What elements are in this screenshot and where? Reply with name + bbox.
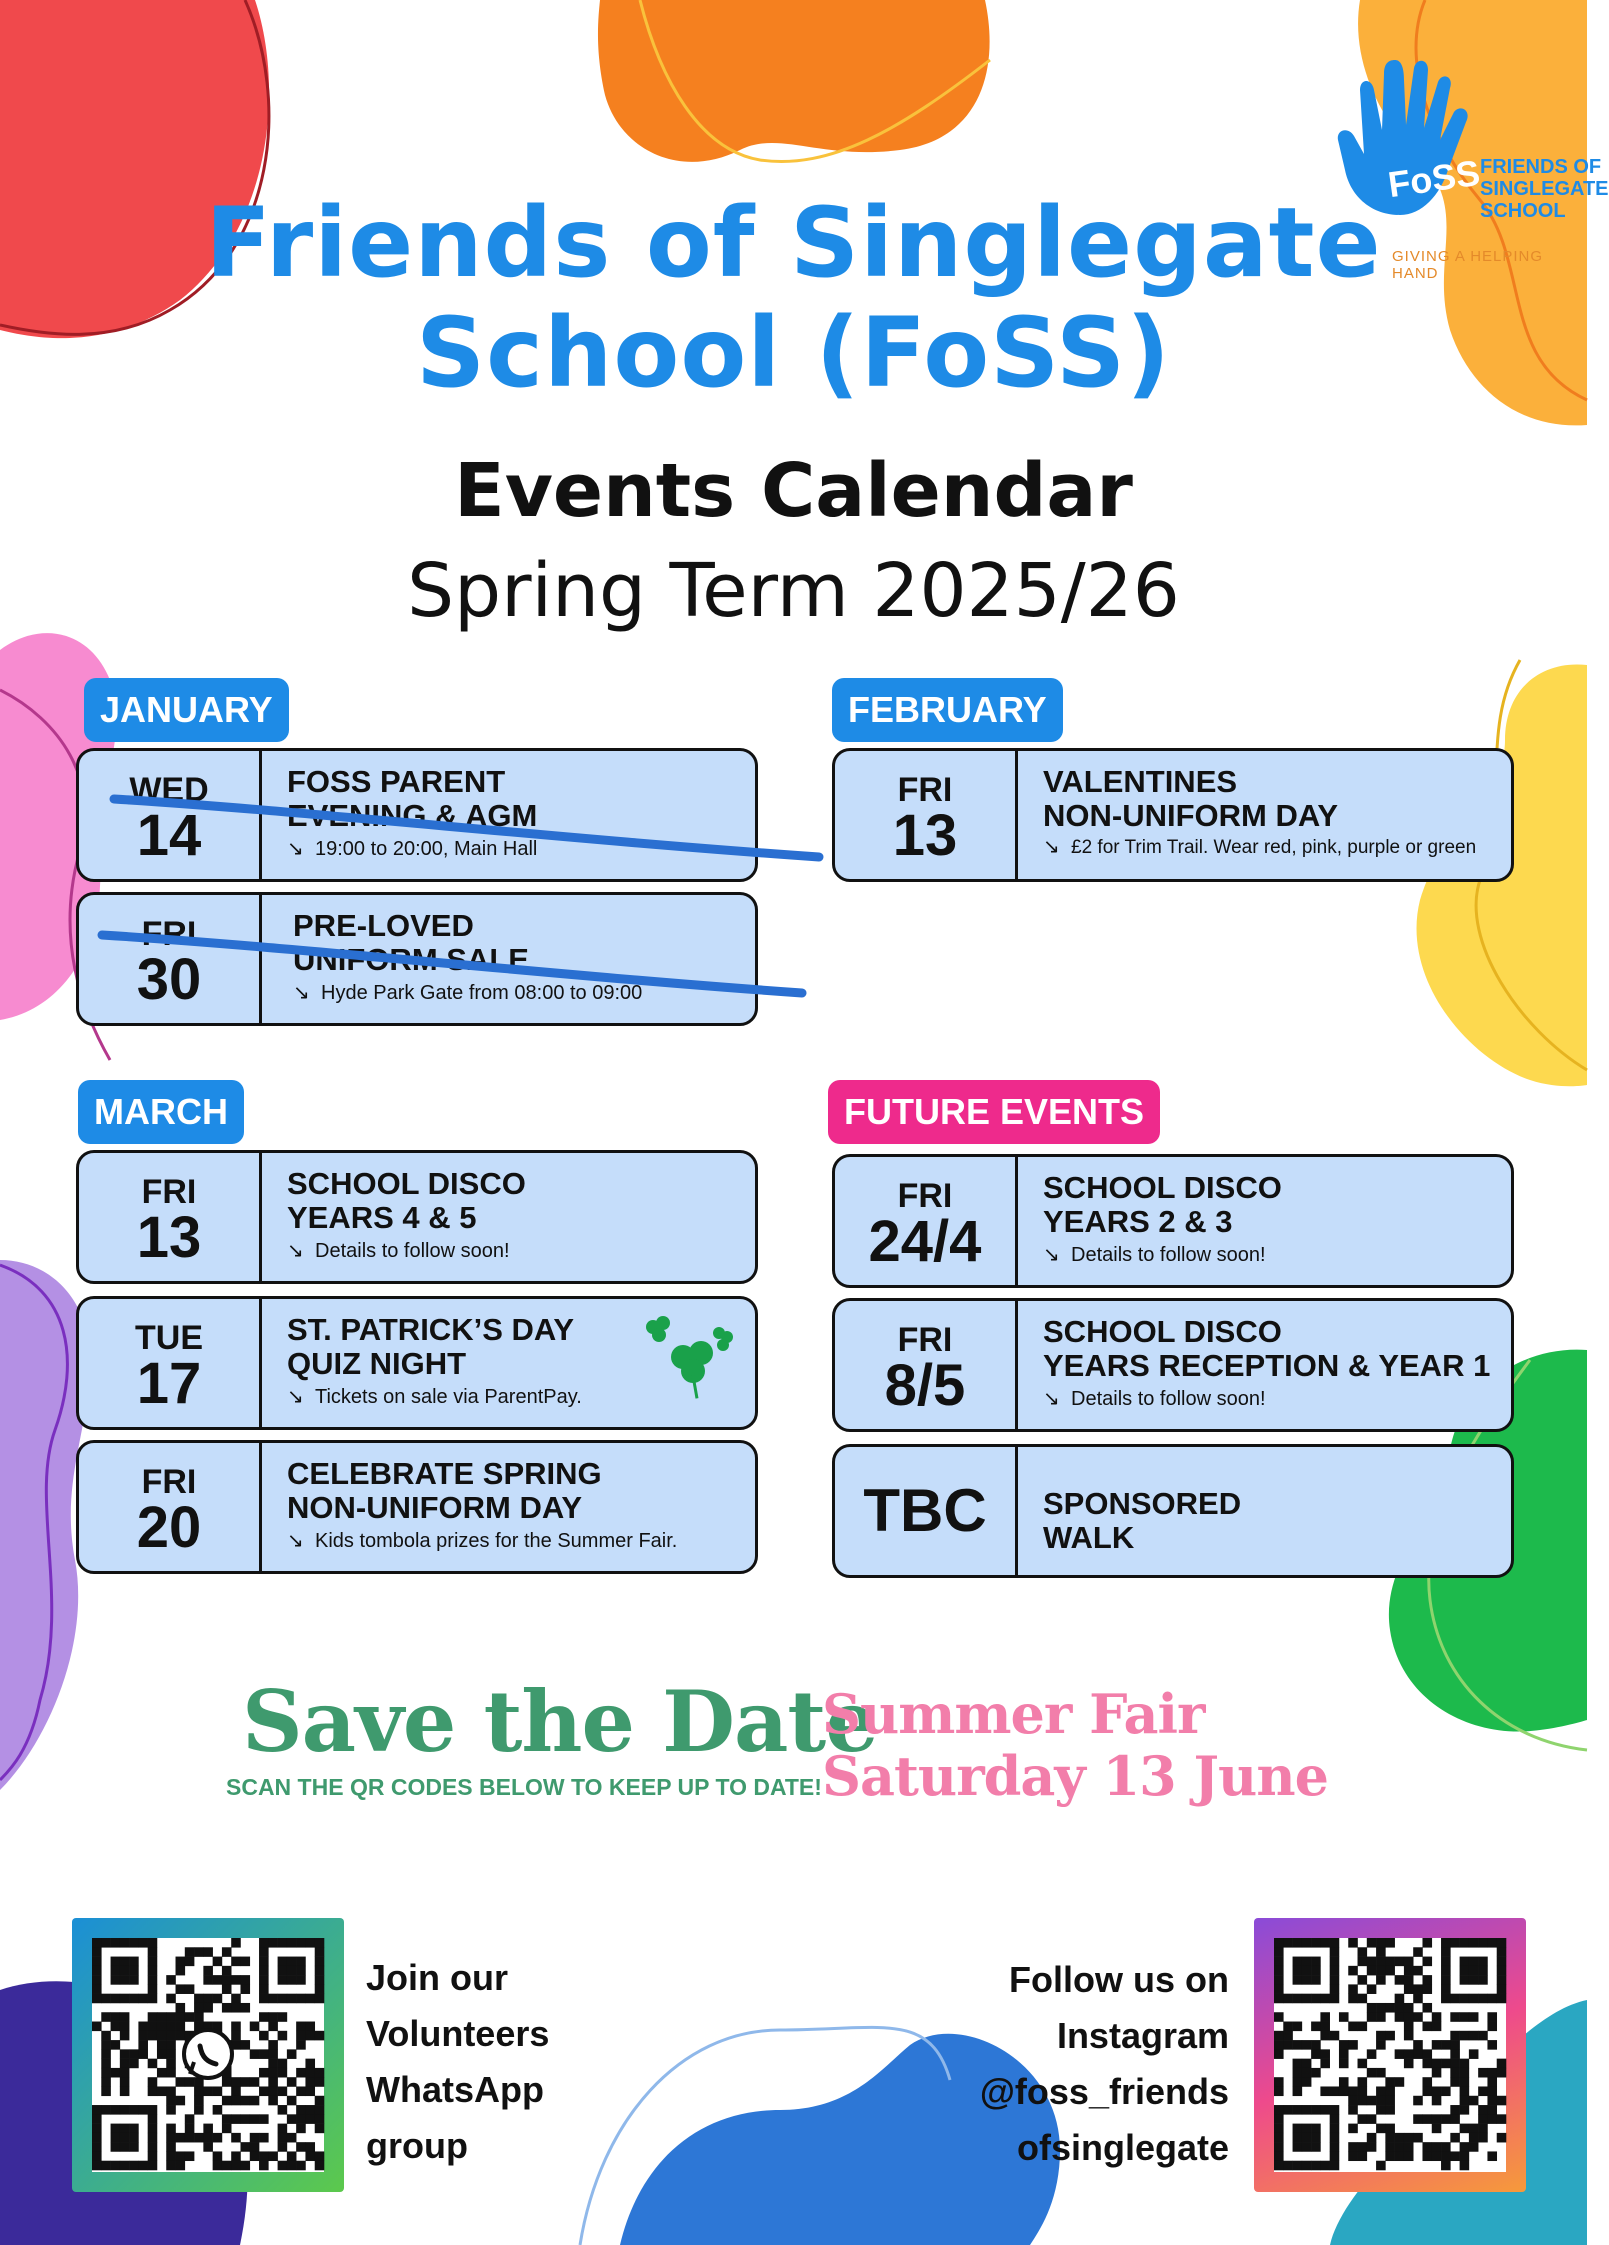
- event-detail-text: Details to follow soon!: [315, 1240, 510, 1262]
- event-day: 20: [136, 1495, 202, 1560]
- qr-left-line3: WhatsApp: [366, 2069, 544, 2110]
- event-detail: [287, 1239, 741, 1263]
- event-title: VALENTINES NON-UNIFORM DAY: [1043, 764, 1339, 833]
- event-day: 17: [136, 1351, 202, 1416]
- event-date: [79, 1443, 262, 1571]
- qr-right-line3: @foss_friends: [979, 2071, 1229, 2112]
- event-detail-text: Tickets on sale via ParentPay.: [315, 1386, 582, 1408]
- event-weekday: FRI: [897, 771, 953, 809]
- instagram-qr-code[interactable]: [1254, 1918, 1526, 2192]
- page-title-line2: School (FoSS): [416, 297, 1171, 409]
- save-the-date-heading: Save the Date: [242, 1672, 878, 1771]
- whatsapp-icon: [182, 2028, 234, 2080]
- event-card: [832, 1444, 1514, 1578]
- logo-name-line1: FRIENDS OF: [1480, 156, 1602, 178]
- event-card: [832, 1154, 1514, 1288]
- event-weekday: FRI: [897, 1177, 953, 1215]
- month-tag-january: JANUARY: [84, 678, 289, 742]
- event-title: CELEBRATE SPRING NON-UNIFORM DAY: [287, 1456, 602, 1525]
- summer-fair-title: Summer Fair: [822, 1682, 1205, 1746]
- logo-tagline: GIVING A HELPING HAND: [1392, 248, 1544, 282]
- event-weekday: WED: [129, 771, 209, 809]
- event-detail: [287, 837, 741, 861]
- month-tag-march: MARCH: [78, 1080, 244, 1144]
- event-day: 30: [136, 947, 202, 1012]
- event-day: 8/5: [884, 1353, 966, 1418]
- logo-mark: FoSS: [1385, 151, 1483, 206]
- event-day: 13: [892, 803, 958, 868]
- event-card: [76, 1150, 758, 1284]
- event-detail-text: Kids tombola prizes for the Summer Fair.: [315, 1530, 678, 1552]
- event-detail: [1043, 1243, 1497, 1267]
- event-card: [76, 892, 758, 1026]
- event-card: [76, 748, 758, 882]
- event-date: [835, 1447, 1018, 1575]
- arrow-icon: ↘: [1043, 1244, 1060, 1266]
- event-title: SCHOOL DISCO YEARS RECEPTION & YEAR 1: [1043, 1314, 1491, 1383]
- event-date: [79, 895, 262, 1023]
- arrow-icon: ↘: [1043, 836, 1060, 858]
- event-detail: [287, 1529, 741, 1553]
- qr-left-line2: Volunteers: [366, 2013, 550, 2054]
- event-detail-text: £2 for Trim Trail. Wear red, pink, purple or green: [1071, 837, 1477, 858]
- qr-right-line4: ofsinglegate: [1016, 2127, 1229, 2168]
- qr-left-line4: group: [366, 2125, 468, 2166]
- event-detail-text: Details to follow soon!: [1071, 1388, 1266, 1410]
- event-title: SCHOOL DISCO YEARS 2 & 3: [1043, 1170, 1282, 1239]
- event-day: 14: [136, 803, 202, 868]
- page-title-line1: Friends of Singlegate: [205, 187, 1382, 299]
- event-weekday: FRI: [141, 1463, 197, 1501]
- whatsapp-qr-code[interactable]: [72, 1918, 344, 2192]
- event-title: ST. PATRICK’S DAY QUIZ NIGHT: [287, 1312, 575, 1381]
- qr-code-pattern: [1274, 1938, 1506, 2172]
- event-detail: [1043, 837, 1497, 858]
- qr-right-line2: Instagram: [1056, 2015, 1229, 2056]
- calendar-heading: Events Calendar: [454, 448, 1133, 534]
- scan-note: SCAN THE QR CODES BELOW TO KEEP UP TO DATE!: [226, 1774, 822, 1800]
- event-title: SPONSORED WALK: [1043, 1486, 1242, 1555]
- event-date: [79, 751, 262, 879]
- event-date: [835, 1157, 1018, 1285]
- event-title: PRE-LOVED UNIFORM SALE: [293, 908, 529, 977]
- event-date: [835, 751, 1018, 879]
- event-date: [79, 1153, 262, 1281]
- summer-fair-date: Saturday 13 June: [822, 1744, 1328, 1808]
- event-title: FOSS PARENT EVENING & AGM: [287, 764, 538, 833]
- month-tag-future-events: FUTURE EVENTS: [828, 1080, 1160, 1144]
- event-card: [832, 1298, 1514, 1432]
- event-weekday: FRI: [141, 1173, 197, 1211]
- event-title: SCHOOL DISCO YEARS 4 & 5: [287, 1166, 526, 1235]
- event-detail-text: Details to follow soon!: [1071, 1244, 1266, 1266]
- event-card: [76, 1296, 758, 1430]
- arrow-icon: ↘: [287, 1240, 304, 1262]
- event-day: 24/4: [868, 1209, 982, 1274]
- event-detail: [293, 981, 741, 1005]
- month-tag-february: FEBRUARY: [832, 678, 1063, 742]
- arrow-icon: ↘: [1043, 1388, 1060, 1410]
- event-card: [76, 1440, 758, 1574]
- event-day: TBC: [863, 1477, 987, 1544]
- arrow-icon: ↘: [287, 838, 304, 860]
- event-weekday: FRI: [141, 915, 197, 953]
- event-date: [79, 1299, 262, 1427]
- qr-left-line1: Join our: [366, 1957, 508, 1998]
- arrow-icon: ↘: [293, 982, 310, 1004]
- logo-name-line3: SCHOOL: [1480, 200, 1566, 222]
- qr-right-line1: Follow us on: [1009, 1959, 1229, 2000]
- arrow-icon: ↘: [287, 1530, 304, 1552]
- event-detail: [1043, 1387, 1497, 1411]
- event-weekday: FRI: [897, 1321, 953, 1359]
- term-heading: Spring Term 2025/26: [407, 548, 1180, 634]
- event-day: 13: [136, 1205, 202, 1270]
- event-date: [835, 1301, 1018, 1429]
- logo-name-line2: SINGLEGATE: [1480, 178, 1609, 200]
- arrow-icon: ↘: [287, 1386, 304, 1408]
- event-weekday: TUE: [135, 1319, 203, 1357]
- event-detail-text: Hyde Park Gate from 08:00 to 09:00: [321, 982, 643, 1004]
- shamrock-icon: [639, 1313, 739, 1405]
- event-card: [832, 748, 1514, 882]
- event-detail-text: 19:00 to 20:00, Main Hall: [315, 838, 538, 860]
